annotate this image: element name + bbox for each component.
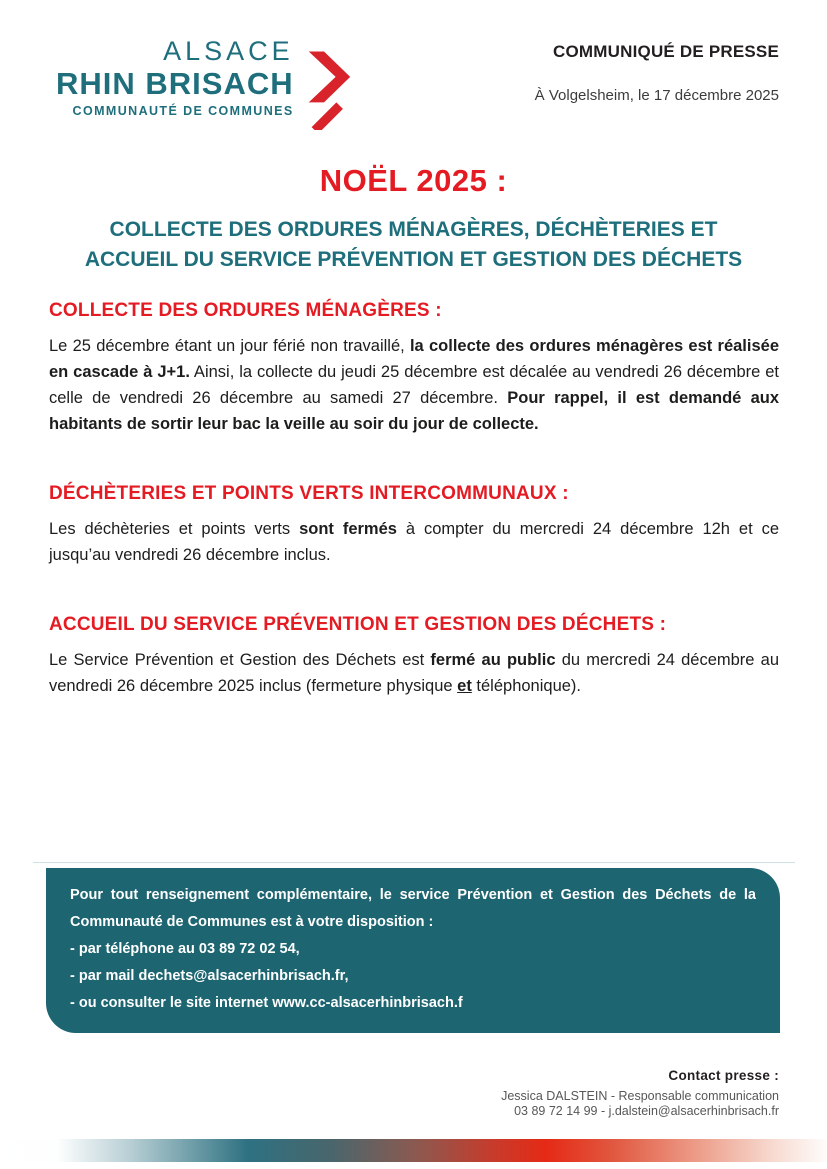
paragraph-segment: Le Service Prévention et Gestion des Déchets est: [49, 651, 431, 669]
press-release-label: COMMUNIQUÉ DE PRESSE: [553, 42, 779, 61]
footer-gradient-bar: [0, 1139, 827, 1162]
page-subtitle-line: COLLECTE DES ORDURES MÉNAGÈRES, DÉCHÈTERIES ET: [109, 218, 718, 241]
page-subtitle: [0, 215, 827, 275]
info-box-intro: Pour tout renseignement complémentaire, le service Prévention et Gestion des Déchets de la Communauté de Communes est à votre disposition :: [70, 887, 756, 930]
paragraph-segment: à compter du mercredi 24 décembre 12h et ce jusqu’au vendredi 26 décembre inclus.: [49, 520, 780, 564]
paragraph-segment: Les déchèteries et points verts: [49, 520, 300, 538]
alsace-chevron-icon: [304, 50, 360, 130]
section-paragraph: [49, 516, 779, 568]
press-contact: [501, 1068, 779, 1119]
section-heading: COLLECTE DES ORDURES MÉNAGÈRES :: [49, 300, 442, 321]
paragraph-segment: et: [457, 677, 472, 695]
section: [49, 300, 779, 437]
paragraph-segment: Le 25 décembre étant un jour férié non travaillé,: [49, 337, 410, 355]
paragraph-segment: la collecte des ordures ménagères est réalisée en cascade à J+1.: [49, 337, 779, 381]
section-heading: ACCUEIL DU SERVICE PRÉVENTION ET GESTION DES DÉCHETS :: [49, 614, 667, 635]
paragraph-segment: Ainsi, la collecte du jeudi 25 décembre est décalée au vendredi 26 décembre et celle de vendredi 26 décembre au samedi 27 décembre.: [49, 363, 779, 407]
paragraph-segment: du mercredi 24 décembre au vendredi 26 décembre 2025 inclus (fermeture physique: [49, 651, 780, 695]
page-subtitle-line: ACCUEIL DU SERVICE PRÉVENTION ET GESTION DES DÉCHETS: [84, 248, 743, 271]
press-contact-line: 03 89 72 14 99 - j.dalstein@alsacerhinbrisach.fr: [514, 1104, 779, 1118]
divider-rule: [33, 862, 795, 863]
press-contact-line: Jessica DALSTEIN - Responsable communication: [501, 1089, 779, 1103]
section-paragraph: [49, 647, 779, 699]
dateline: À Volgelsheim, le 17 décembre 2025: [534, 87, 779, 104]
section: [49, 614, 779, 699]
info-box-item: - par téléphone au 03 89 72 02 54,: [70, 941, 300, 957]
paragraph-segment: fermé au public: [430, 651, 556, 669]
info-box: [46, 868, 780, 1033]
logo-rhin-brisach-text: RHIN BRISACH: [56, 66, 294, 101]
section-paragraph: [49, 333, 779, 437]
info-box-item: - par mail dechets@alsacerhinbrisach.fr,: [70, 968, 349, 984]
section: [49, 483, 779, 568]
info-box-items: [70, 936, 756, 1017]
section-heading: DÉCHÈTERIES ET POINTS VERTS INTERCOMMUNAUX :: [49, 483, 569, 504]
header-right: [535, 42, 779, 104]
logo-wordmark: [56, 38, 294, 118]
logo: [56, 38, 360, 130]
logo-communaute-text: COMMUNAUTÉ DE COMMUNES: [72, 104, 294, 118]
press-contact-lines: [501, 1089, 779, 1119]
paragraph-segment: Pour rappel, il est demandé aux habitants de sortir leur bac la veille au soir du jour de collecte.: [49, 389, 779, 433]
sections: [49, 300, 779, 745]
logo-alsace-text: ALSACE: [163, 36, 294, 66]
paragraph-segment: sont fermés: [299, 520, 397, 538]
page-title: NOËL 2025 :: [319, 163, 508, 198]
info-box-item: - ou consulter le site internet www.cc-alsacerhinbrisach.f: [70, 995, 463, 1011]
paragraph-segment: téléphonique).: [471, 677, 581, 695]
press-contact-label: Contact presse :: [668, 1068, 779, 1083]
